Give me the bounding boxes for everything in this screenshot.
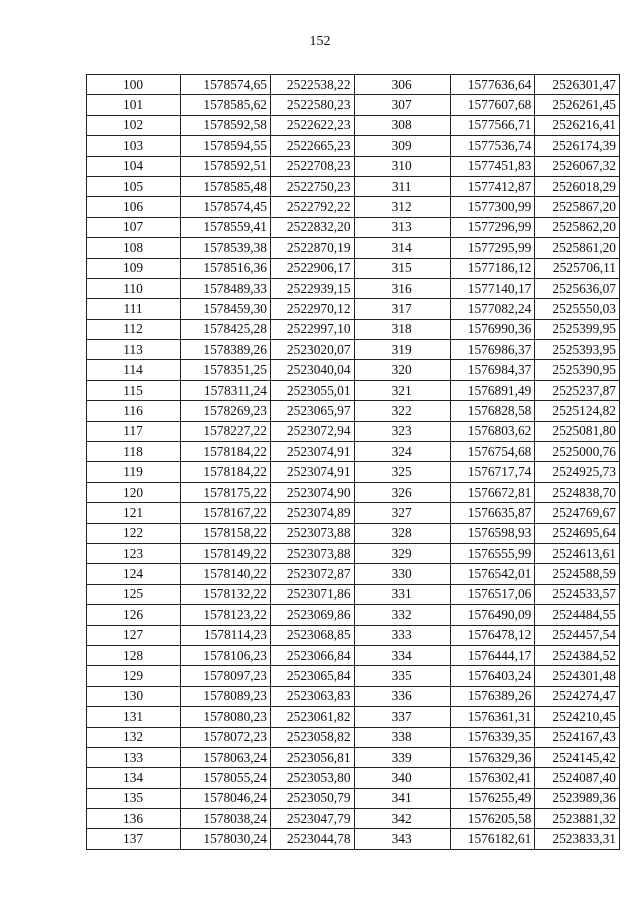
cell-x-coordinate: 1577566,71 <box>450 115 535 135</box>
cell-x-coordinate: 1578227,22 <box>181 421 271 441</box>
cell-point-number: 318 <box>354 319 450 339</box>
cell-point-number: 317 <box>354 299 450 319</box>
cell-y-coordinate: 2525124,82 <box>535 401 620 421</box>
cell-y-coordinate: 2522939,15 <box>271 278 355 298</box>
cell-point-number: 104 <box>87 156 181 176</box>
cell-point-number: 342 <box>354 809 450 829</box>
cell-x-coordinate: 1578269,23 <box>181 401 271 421</box>
cell-x-coordinate: 1576182,61 <box>450 829 535 849</box>
cell-x-coordinate: 1576635,87 <box>450 503 535 523</box>
table-row <box>87 727 620 747</box>
cell-y-coordinate: 2523074,90 <box>271 482 355 502</box>
cell-point-number: 120 <box>87 482 181 502</box>
cell-point-number: 113 <box>87 340 181 360</box>
cell-y-coordinate: 2523047,79 <box>271 809 355 829</box>
cell-y-coordinate: 2522997,10 <box>271 319 355 339</box>
cell-point-number: 136 <box>87 809 181 829</box>
cell-y-coordinate: 2524274,47 <box>535 686 620 706</box>
cell-y-coordinate: 2525399,95 <box>535 319 620 339</box>
table-row <box>87 401 620 421</box>
cell-point-number: 119 <box>87 462 181 482</box>
cell-x-coordinate: 1576329,36 <box>450 747 535 767</box>
table-row <box>87 156 620 176</box>
cell-x-coordinate: 1578592,51 <box>181 156 271 176</box>
cell-x-coordinate: 1578175,22 <box>181 482 271 502</box>
cell-y-coordinate: 2524145,42 <box>535 747 620 767</box>
cell-x-coordinate: 1576478,12 <box>450 625 535 645</box>
cell-x-coordinate: 1577186,12 <box>450 258 535 278</box>
cell-x-coordinate: 1578106,23 <box>181 645 271 665</box>
cell-y-coordinate: 2524167,43 <box>535 727 620 747</box>
table-row <box>87 707 620 727</box>
cell-x-coordinate: 1578140,22 <box>181 564 271 584</box>
cell-point-number: 308 <box>354 115 450 135</box>
cell-x-coordinate: 1578072,23 <box>181 727 271 747</box>
cell-y-coordinate: 2524087,40 <box>535 768 620 788</box>
cell-point-number: 320 <box>354 360 450 380</box>
cell-point-number: 129 <box>87 666 181 686</box>
coordinates-table <box>86 74 620 850</box>
cell-x-coordinate: 1576361,31 <box>450 707 535 727</box>
cell-y-coordinate: 2523053,80 <box>271 768 355 788</box>
table-row <box>87 645 620 665</box>
cell-x-coordinate: 1578038,24 <box>181 809 271 829</box>
cell-x-coordinate: 1578585,48 <box>181 176 271 196</box>
cell-x-coordinate: 1578184,22 <box>181 462 271 482</box>
cell-y-coordinate: 2524925,73 <box>535 462 620 482</box>
cell-point-number: 114 <box>87 360 181 380</box>
cell-x-coordinate: 1578574,65 <box>181 75 271 95</box>
table-row <box>87 340 620 360</box>
cell-point-number: 316 <box>354 278 450 298</box>
cell-y-coordinate: 2523056,81 <box>271 747 355 767</box>
cell-y-coordinate: 2523063,83 <box>271 686 355 706</box>
cell-point-number: 137 <box>87 829 181 849</box>
cell-y-coordinate: 2523074,91 <box>271 462 355 482</box>
cell-x-coordinate: 1576542,01 <box>450 564 535 584</box>
table-row <box>87 319 620 339</box>
table-row <box>87 75 620 95</box>
cell-point-number: 127 <box>87 625 181 645</box>
table-row <box>87 809 620 829</box>
cell-point-number: 306 <box>354 75 450 95</box>
cell-point-number: 339 <box>354 747 450 767</box>
cell-x-coordinate: 1577300,99 <box>450 197 535 217</box>
cell-x-coordinate: 1576555,99 <box>450 543 535 563</box>
table-row <box>87 197 620 217</box>
table-row <box>87 238 620 258</box>
table-row <box>87 278 620 298</box>
cell-point-number: 326 <box>354 482 450 502</box>
cell-x-coordinate: 1578030,24 <box>181 829 271 849</box>
cell-y-coordinate: 2526067,32 <box>535 156 620 176</box>
cell-y-coordinate: 2523065,84 <box>271 666 355 686</box>
cell-point-number: 338 <box>354 727 450 747</box>
cell-point-number: 310 <box>354 156 450 176</box>
cell-x-coordinate: 1578158,22 <box>181 523 271 543</box>
cell-x-coordinate: 1578123,22 <box>181 605 271 625</box>
cell-y-coordinate: 2523989,36 <box>535 788 620 808</box>
cell-x-coordinate: 1578132,22 <box>181 584 271 604</box>
cell-point-number: 125 <box>87 584 181 604</box>
cell-x-coordinate: 1577636,64 <box>450 75 535 95</box>
cell-y-coordinate: 2524588,59 <box>535 564 620 584</box>
cell-point-number: 307 <box>354 95 450 115</box>
table-row <box>87 482 620 502</box>
cell-x-coordinate: 1578063,24 <box>181 747 271 767</box>
cell-point-number: 116 <box>87 401 181 421</box>
cell-x-coordinate: 1576672,81 <box>450 482 535 502</box>
cell-x-coordinate: 1576754,68 <box>450 442 535 462</box>
cell-y-coordinate: 2525636,07 <box>535 278 620 298</box>
cell-x-coordinate: 1577536,74 <box>450 136 535 156</box>
cell-y-coordinate: 2523044,78 <box>271 829 355 849</box>
table-row <box>87 523 620 543</box>
cell-x-coordinate: 1578055,24 <box>181 768 271 788</box>
cell-point-number: 126 <box>87 605 181 625</box>
table-row <box>87 217 620 237</box>
cell-y-coordinate: 2525862,20 <box>535 217 620 237</box>
cell-y-coordinate: 2522832,20 <box>271 217 355 237</box>
cell-y-coordinate: 2524210,45 <box>535 707 620 727</box>
cell-point-number: 130 <box>87 686 181 706</box>
cell-point-number: 325 <box>354 462 450 482</box>
cell-point-number: 135 <box>87 788 181 808</box>
cell-x-coordinate: 1578516,36 <box>181 258 271 278</box>
cell-x-coordinate: 1576490,09 <box>450 605 535 625</box>
cell-point-number: 336 <box>354 686 450 706</box>
cell-x-coordinate: 1578425,28 <box>181 319 271 339</box>
cell-x-coordinate: 1576444,17 <box>450 645 535 665</box>
cell-point-number: 102 <box>87 115 181 135</box>
cell-y-coordinate: 2523068,85 <box>271 625 355 645</box>
cell-x-coordinate: 1578184,22 <box>181 442 271 462</box>
cell-y-coordinate: 2525237,87 <box>535 380 620 400</box>
cell-x-coordinate: 1578489,33 <box>181 278 271 298</box>
cell-y-coordinate: 2526261,45 <box>535 95 620 115</box>
cell-y-coordinate: 2525081,80 <box>535 421 620 441</box>
cell-point-number: 324 <box>354 442 450 462</box>
cell-x-coordinate: 1577412,87 <box>450 176 535 196</box>
cell-x-coordinate: 1577295,99 <box>450 238 535 258</box>
cell-point-number: 108 <box>87 238 181 258</box>
table-row <box>87 95 620 115</box>
cell-point-number: 314 <box>354 238 450 258</box>
cell-x-coordinate: 1576205,58 <box>450 809 535 829</box>
cell-point-number: 121 <box>87 503 181 523</box>
cell-point-number: 109 <box>87 258 181 278</box>
cell-x-coordinate: 1576403,24 <box>450 666 535 686</box>
cell-point-number: 328 <box>354 523 450 543</box>
cell-y-coordinate: 2523066,84 <box>271 645 355 665</box>
cell-y-coordinate: 2523020,07 <box>271 340 355 360</box>
cell-point-number: 105 <box>87 176 181 196</box>
cell-y-coordinate: 2523071,86 <box>271 584 355 604</box>
cell-y-coordinate: 2525861,20 <box>535 238 620 258</box>
cell-point-number: 117 <box>87 421 181 441</box>
table-row <box>87 115 620 135</box>
cell-point-number: 101 <box>87 95 181 115</box>
cell-y-coordinate: 2523061,82 <box>271 707 355 727</box>
cell-y-coordinate: 2523881,32 <box>535 809 620 829</box>
cell-point-number: 134 <box>87 768 181 788</box>
cell-point-number: 340 <box>354 768 450 788</box>
cell-x-coordinate: 1578114,23 <box>181 625 271 645</box>
cell-x-coordinate: 1576255,49 <box>450 788 535 808</box>
cell-y-coordinate: 2526174,39 <box>535 136 620 156</box>
cell-y-coordinate: 2524301,48 <box>535 666 620 686</box>
cell-x-coordinate: 1577140,17 <box>450 278 535 298</box>
cell-point-number: 107 <box>87 217 181 237</box>
cell-point-number: 124 <box>87 564 181 584</box>
cell-point-number: 122 <box>87 523 181 543</box>
cell-x-coordinate: 1578459,30 <box>181 299 271 319</box>
cell-y-coordinate: 2522906,17 <box>271 258 355 278</box>
cell-point-number: 343 <box>354 829 450 849</box>
cell-point-number: 337 <box>354 707 450 727</box>
table-row <box>87 380 620 400</box>
cell-point-number: 331 <box>354 584 450 604</box>
cell-x-coordinate: 1576986,37 <box>450 340 535 360</box>
cell-x-coordinate: 1577607,68 <box>450 95 535 115</box>
cell-point-number: 133 <box>87 747 181 767</box>
table-row <box>87 768 620 788</box>
cell-point-number: 111 <box>87 299 181 319</box>
cell-x-coordinate: 1576984,37 <box>450 360 535 380</box>
cell-y-coordinate: 2525393,95 <box>535 340 620 360</box>
cell-x-coordinate: 1578311,24 <box>181 380 271 400</box>
cell-point-number: 132 <box>87 727 181 747</box>
cell-y-coordinate: 2522580,23 <box>271 95 355 115</box>
cell-x-coordinate: 1577082,24 <box>450 299 535 319</box>
cell-point-number: 323 <box>354 421 450 441</box>
cell-y-coordinate: 2524484,55 <box>535 605 620 625</box>
cell-y-coordinate: 2523040,04 <box>271 360 355 380</box>
cell-point-number: 110 <box>87 278 181 298</box>
cell-x-coordinate: 1576339,35 <box>450 727 535 747</box>
cell-x-coordinate: 1577296,99 <box>450 217 535 237</box>
cell-x-coordinate: 1578046,24 <box>181 788 271 808</box>
cell-y-coordinate: 2522970,12 <box>271 299 355 319</box>
cell-x-coordinate: 1578594,55 <box>181 136 271 156</box>
page-number: 152 <box>309 34 331 49</box>
cell-y-coordinate: 2524613,61 <box>535 543 620 563</box>
cell-y-coordinate: 2525000,76 <box>535 442 620 462</box>
cell-x-coordinate: 1578559,41 <box>181 217 271 237</box>
table-row <box>87 788 620 808</box>
cell-point-number: 118 <box>87 442 181 462</box>
cell-y-coordinate: 2523833,31 <box>535 829 620 849</box>
table-row <box>87 747 620 767</box>
cell-y-coordinate: 2523065,97 <box>271 401 355 421</box>
table-row <box>87 136 620 156</box>
cell-point-number: 315 <box>354 258 450 278</box>
cell-point-number: 333 <box>354 625 450 645</box>
cell-x-coordinate: 1578539,38 <box>181 238 271 258</box>
cell-y-coordinate: 2526216,41 <box>535 115 620 135</box>
table-row <box>87 442 620 462</box>
cell-x-coordinate: 1577451,83 <box>450 156 535 176</box>
cell-point-number: 312 <box>354 197 450 217</box>
cell-y-coordinate: 2522622,23 <box>271 115 355 135</box>
cell-y-coordinate: 2522708,23 <box>271 156 355 176</box>
table-row <box>87 686 620 706</box>
cell-point-number: 112 <box>87 319 181 339</box>
cell-y-coordinate: 2523058,82 <box>271 727 355 747</box>
cell-y-coordinate: 2522792,22 <box>271 197 355 217</box>
table-row <box>87 564 620 584</box>
table-row <box>87 625 620 645</box>
cell-y-coordinate: 2523072,87 <box>271 564 355 584</box>
cell-y-coordinate: 2523072,94 <box>271 421 355 441</box>
cell-y-coordinate: 2523055,01 <box>271 380 355 400</box>
cell-point-number: 334 <box>354 645 450 665</box>
cell-y-coordinate: 2524457,54 <box>535 625 620 645</box>
cell-point-number: 313 <box>354 217 450 237</box>
cell-x-coordinate: 1576990,36 <box>450 319 535 339</box>
cell-y-coordinate: 2525550,03 <box>535 299 620 319</box>
cell-point-number: 332 <box>354 605 450 625</box>
table-row <box>87 421 620 441</box>
table-row <box>87 462 620 482</box>
cell-point-number: 123 <box>87 543 181 563</box>
cell-point-number: 319 <box>354 340 450 360</box>
cell-x-coordinate: 1576891,49 <box>450 380 535 400</box>
cell-y-coordinate: 2524838,70 <box>535 482 620 502</box>
cell-y-coordinate: 2523073,88 <box>271 543 355 563</box>
cell-x-coordinate: 1576717,74 <box>450 462 535 482</box>
cell-y-coordinate: 2526301,47 <box>535 75 620 95</box>
cell-y-coordinate: 2524769,67 <box>535 503 620 523</box>
cell-y-coordinate: 2524384,52 <box>535 645 620 665</box>
cell-y-coordinate: 2523074,89 <box>271 503 355 523</box>
cell-x-coordinate: 1578389,26 <box>181 340 271 360</box>
cell-x-coordinate: 1578585,62 <box>181 95 271 115</box>
cell-y-coordinate: 2526018,29 <box>535 176 620 196</box>
table-row <box>87 605 620 625</box>
cell-y-coordinate: 2525867,20 <box>535 197 620 217</box>
table-row <box>87 584 620 604</box>
cell-x-coordinate: 1576517,06 <box>450 584 535 604</box>
table-row <box>87 503 620 523</box>
cell-point-number: 321 <box>354 380 450 400</box>
cell-y-coordinate: 2525390,95 <box>535 360 620 380</box>
cell-x-coordinate: 1576302,41 <box>450 768 535 788</box>
cell-y-coordinate: 2525706,11 <box>535 258 620 278</box>
cell-x-coordinate: 1578167,22 <box>181 503 271 523</box>
cell-y-coordinate: 2522665,23 <box>271 136 355 156</box>
table-row <box>87 666 620 686</box>
cell-x-coordinate: 1578574,45 <box>181 197 271 217</box>
cell-point-number: 103 <box>87 136 181 156</box>
cell-x-coordinate: 1576828,58 <box>450 401 535 421</box>
cell-y-coordinate: 2523074,91 <box>271 442 355 462</box>
cell-x-coordinate: 1578592,58 <box>181 115 271 135</box>
cell-y-coordinate: 2523073,88 <box>271 523 355 543</box>
cell-x-coordinate: 1576598,93 <box>450 523 535 543</box>
cell-point-number: 100 <box>87 75 181 95</box>
table-row <box>87 543 620 563</box>
table-row <box>87 299 620 319</box>
cell-point-number: 106 <box>87 197 181 217</box>
cell-y-coordinate: 2523069,86 <box>271 605 355 625</box>
cell-point-number: 327 <box>354 503 450 523</box>
cell-x-coordinate: 1578080,23 <box>181 707 271 727</box>
cell-point-number: 115 <box>87 380 181 400</box>
cell-point-number: 322 <box>354 401 450 421</box>
cell-x-coordinate: 1578097,23 <box>181 666 271 686</box>
cell-x-coordinate: 1578351,25 <box>181 360 271 380</box>
cell-x-coordinate: 1578089,23 <box>181 686 271 706</box>
cell-point-number: 335 <box>354 666 450 686</box>
cell-x-coordinate: 1578149,22 <box>181 543 271 563</box>
cell-y-coordinate: 2524533,57 <box>535 584 620 604</box>
cell-y-coordinate: 2522750,23 <box>271 176 355 196</box>
cell-point-number: 341 <box>354 788 450 808</box>
cell-x-coordinate: 1576803,62 <box>450 421 535 441</box>
cell-y-coordinate: 2522870,19 <box>271 238 355 258</box>
table-row <box>87 258 620 278</box>
cell-y-coordinate: 2523050,79 <box>271 788 355 808</box>
table-row <box>87 360 620 380</box>
cell-y-coordinate: 2522538,22 <box>271 75 355 95</box>
coordinates-table-body <box>87 75 620 850</box>
cell-point-number: 131 <box>87 707 181 727</box>
cell-y-coordinate: 2524695,64 <box>535 523 620 543</box>
cell-point-number: 329 <box>354 543 450 563</box>
table-row <box>87 176 620 196</box>
cell-point-number: 330 <box>354 564 450 584</box>
cell-x-coordinate: 1576389,26 <box>450 686 535 706</box>
cell-point-number: 128 <box>87 645 181 665</box>
cell-point-number: 311 <box>354 176 450 196</box>
cell-point-number: 309 <box>354 136 450 156</box>
table-row <box>87 829 620 849</box>
